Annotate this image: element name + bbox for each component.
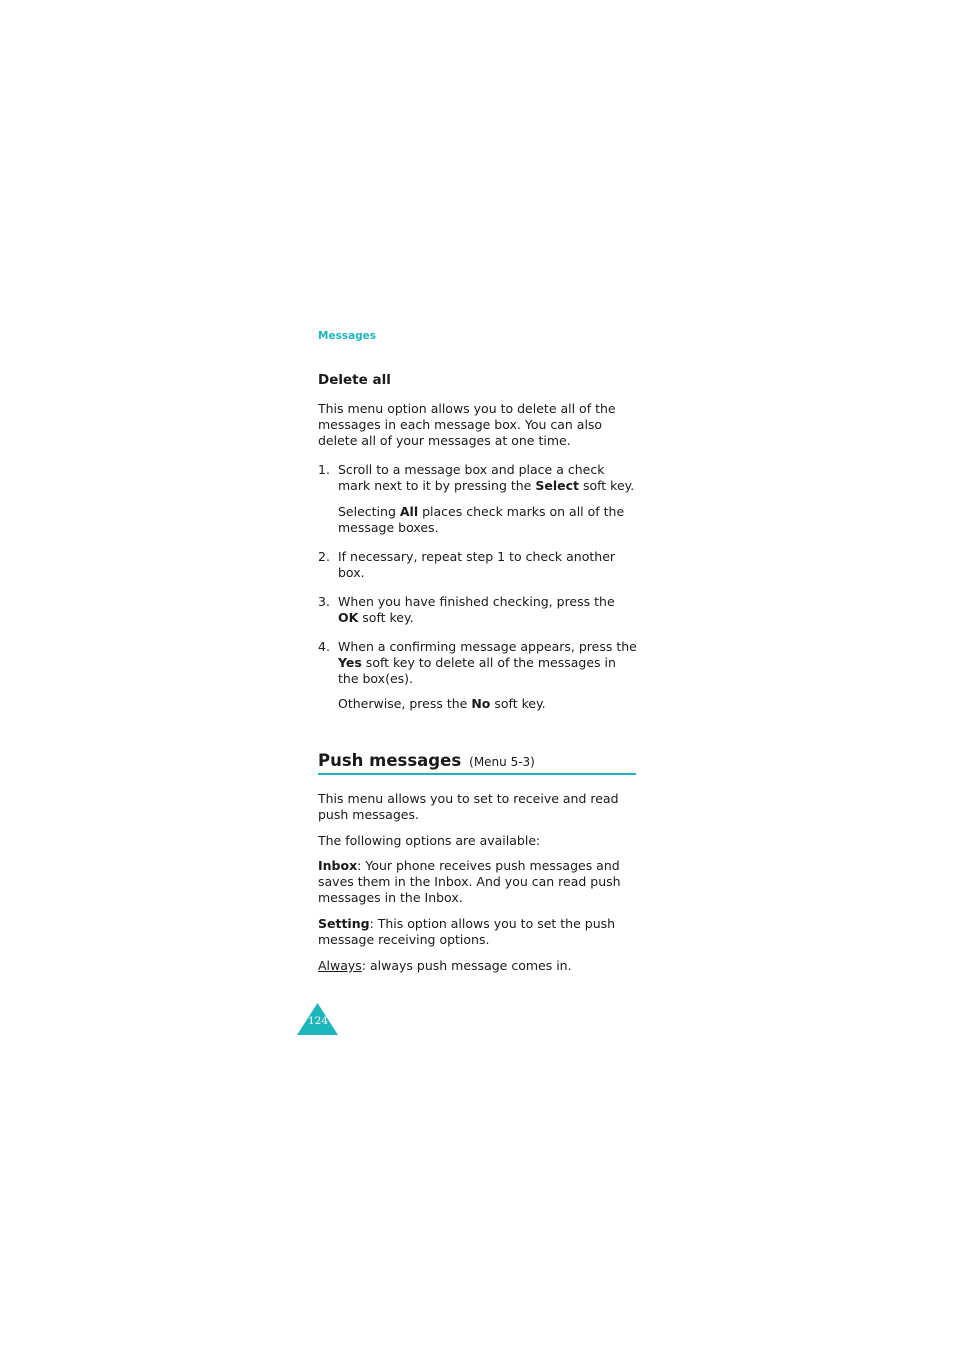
step-4-note [338, 696, 638, 712]
delete-all-intro [318, 401, 638, 450]
step-number: 4. [318, 639, 330, 654]
note-text [338, 504, 638, 536]
step-text [338, 639, 638, 688]
note-pre: Selecting [338, 504, 400, 519]
step-text: If necessary, repeat step 1 to check another box. [338, 549, 616, 581]
option-desc: : always push message comes in. [361, 958, 572, 973]
note-post: places check marks on all of the message boxes. [338, 504, 625, 536]
note-text [338, 696, 638, 712]
push-intro [318, 791, 638, 823]
step-text-pre: When you have finished checking, press the [338, 594, 615, 609]
step-number: 3. [318, 594, 330, 609]
intro-text: This menu option allows you to delete all of the messages in each message box. You can also delete all of your messages at one time. [318, 401, 616, 449]
step-number: 1. [318, 462, 330, 477]
step-text-post: soft key. [578, 478, 635, 494]
note-bold: No [471, 696, 491, 711]
note-pre: Otherwise, press the [338, 696, 472, 711]
option-desc: : Your phone receives push messages and saves them in the Inbox. And you can read push messages in the Inbox. [318, 858, 621, 906]
step-key-name: OK [338, 610, 359, 626]
section-heading-push-messages [318, 751, 636, 775]
step-text-pre: When a confirming message appears, press the [338, 639, 637, 654]
step-text [338, 594, 638, 626]
step-1-note [338, 504, 638, 536]
option-term: Setting [318, 916, 370, 931]
section-heading-delete-all: Delete all [318, 372, 391, 388]
note-post: soft key. [490, 696, 546, 711]
push-options-line [318, 833, 638, 849]
option-term: Always [318, 958, 362, 973]
step-text-post: soft key to delete all of the messages in the box(es). [338, 655, 616, 687]
option-always [318, 958, 638, 974]
option-desc: : This option allows you to set the push message receiving options. [318, 916, 616, 948]
running-head: Messages [318, 330, 377, 342]
note-bold: All [399, 504, 419, 519]
page-number: 124 [307, 1015, 329, 1027]
option-term: Inbox [318, 858, 358, 873]
step-key-name: Yes [338, 655, 362, 671]
step-key-name: Select [535, 478, 579, 494]
option-text [318, 958, 638, 974]
menu-reference: (Menu 5-3) [469, 755, 535, 769]
step-text-post: soft key. [358, 610, 414, 626]
step-text [338, 462, 638, 494]
options-text: The following options are available: [318, 833, 541, 848]
option-inbox [318, 858, 638, 907]
intro-text: This menu allows you to set to receive and read push messages. [318, 791, 619, 823]
step-text-pre: Scroll to a message box and place a check mark next to it by pressing the [338, 462, 605, 494]
option-text [318, 916, 638, 948]
step-number: 2. [318, 549, 330, 564]
option-setting [318, 916, 638, 948]
push-heading-title: Push messages [318, 751, 462, 770]
option-text [318, 858, 638, 907]
